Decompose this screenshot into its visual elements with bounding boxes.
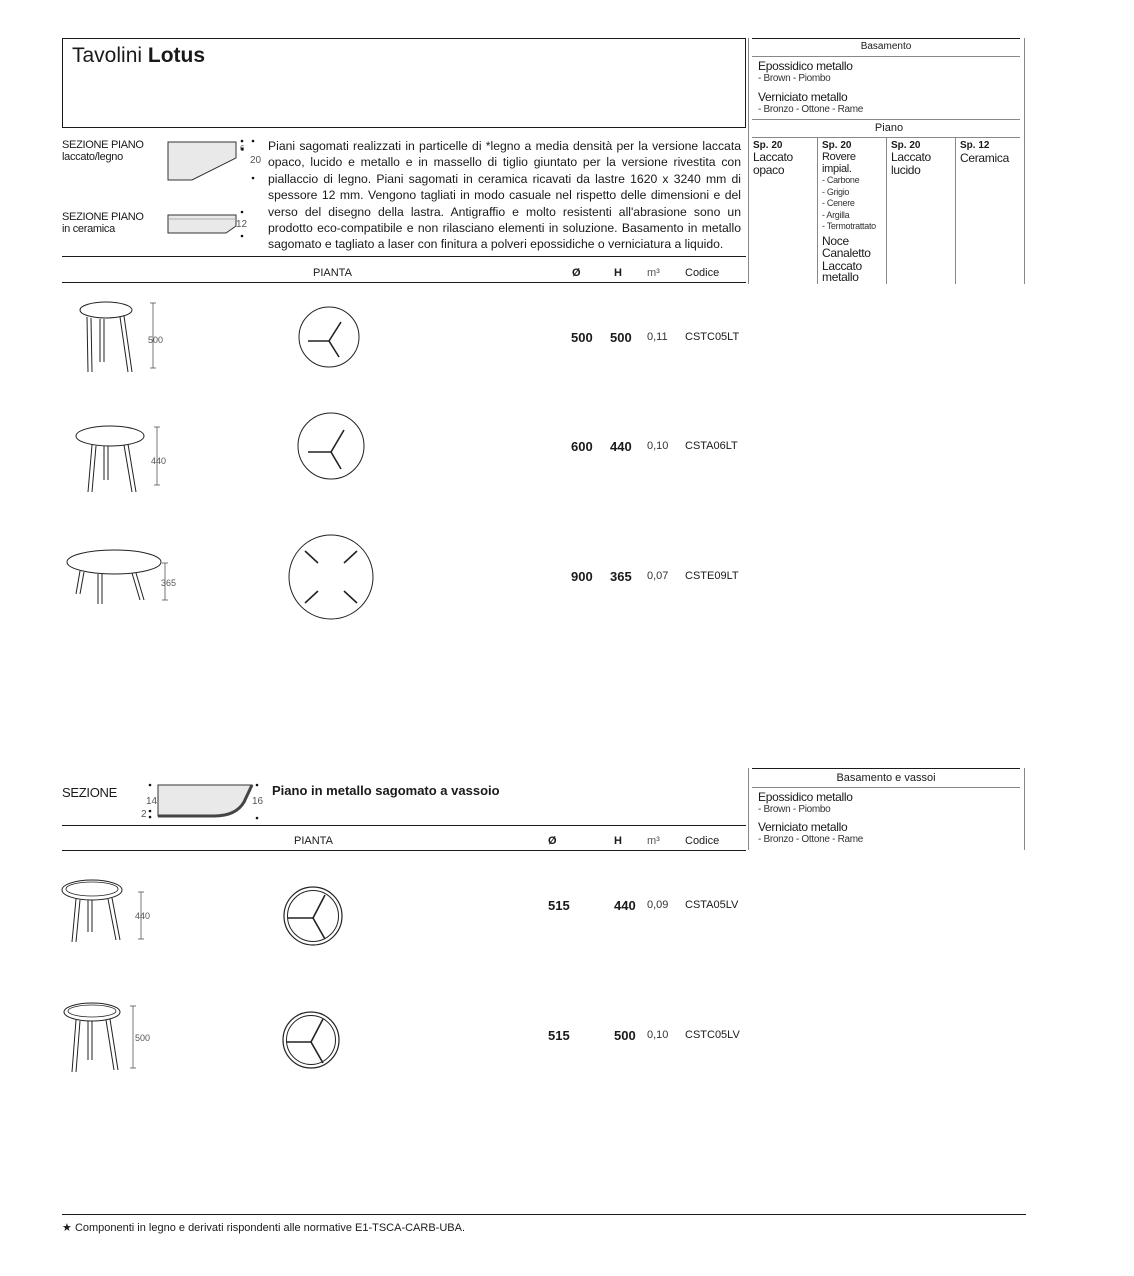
basamento-option-epossidico: Epossidico metallo - Brown - Piombo — [758, 59, 853, 84]
col-header-altezza: H — [614, 267, 622, 279]
piano-col-ceramica: Sp. 12 Ceramica — [960, 140, 1009, 165]
row-volume: 0,10 — [647, 1029, 669, 1041]
thickness-label-6: 6 — [240, 144, 245, 153]
row-codice: CSTA05LV — [685, 899, 739, 911]
row-codice: CSTC05LV — [685, 1029, 740, 1041]
row-diametro: 500 — [571, 330, 593, 345]
page-title — [72, 44, 205, 68]
finish-header-basamento: Basamento — [860, 41, 912, 52]
col-header-volume: m³ — [647, 267, 660, 279]
product-description: Piani sagomati realizzati in particelle di *legno a media densità per la versione laccata opaco, lucido e metallo e in massello di tiglio giuntato per la versione rivestita con piallaccio di legno. Piani sagomati in ceramica ricavati da lastre 1620 x 3240 mm di spessore 12 mm. Vengono tagliati in modo casuale nel rispetto delle dimensioni e del verso del disegno della lastra. Antigraffio e molto resistenti all'abrasione sono un prodotto eco-compatibile e non rilasciano elementi in soluzione. Basamento in metallo sagomato e tagliato a laser con finitura a polveri epossidiche o verniciatura a liquido. — [268, 139, 741, 252]
section2-heading: Piano in metallo sagomato a vassoio — [272, 783, 500, 798]
basamento-vassoi-option-verniciato: Verniciato metallo - Bronzo - Ottone - Rame — [758, 820, 864, 845]
row-altezza: 365 — [610, 569, 632, 584]
thickness-label-16: 16 — [252, 796, 264, 807]
height-dim-label: 440 — [151, 456, 167, 466]
title-product-name: Lotus — [147, 44, 206, 67]
basamento-vassoi-option-epossidico: Epossidico metallo - Brown - Piombo — [758, 790, 853, 815]
piano-col-rovere: Sp. 20 Rovere impial. - Carbone - Grigio - Cenere - Argilla - Termotrattato Noce Canaletto Laccato metallo — [822, 140, 876, 285]
col-header-volume: m³ — [647, 835, 660, 847]
row-altezza: 500 — [610, 330, 632, 345]
col-header-pianta: PIANTA — [313, 267, 352, 279]
star-icon: ★ — [62, 1222, 72, 1234]
height-dim-label: 500 — [135, 1033, 151, 1043]
height-dim-label: 500 — [148, 335, 164, 345]
col-header-altezza: H — [614, 835, 622, 847]
col-header-diametro: Ø — [572, 267, 581, 279]
title-prefix: Tavolini — [72, 44, 143, 67]
piano-col-laccato-opaco: Sp. 20 Laccato opaco — [753, 140, 793, 177]
thickness-label-20: 20 — [250, 155, 262, 166]
row-altezza: 500 — [614, 1028, 636, 1043]
section-label-laccato: SEZIONE PIANO laccato/legno — [62, 139, 144, 163]
col-header-codice: Codice — [685, 835, 720, 847]
row-volume: 0,09 — [647, 899, 669, 911]
section-label-ceramica: SEZIONE PIANO in ceramica — [62, 211, 144, 235]
height-dim-label: 365 — [161, 578, 177, 588]
row-volume: 0,11 — [647, 331, 668, 343]
basamento-option-verniciato: Verniciato metallo - Bronzo - Ottone - Rame — [758, 90, 864, 115]
col-header-codice: Codice — [685, 267, 720, 279]
piano-col-laccato-lucido: Sp. 20 Laccato lucido — [891, 140, 931, 177]
row-diametro: 900 — [571, 569, 593, 584]
row-altezza: 440 — [614, 898, 636, 913]
thickness-label-2: 2 — [141, 809, 147, 820]
table-plan-view — [298, 306, 360, 368]
row-codice: CSTC05LT — [685, 331, 740, 343]
table-plan-view — [288, 534, 374, 620]
finish-header-piano: Piano — [874, 122, 904, 134]
thickness-label-14: 14 — [146, 796, 158, 807]
tray-table-plan-view — [282, 885, 344, 947]
row-altezza: 440 — [610, 439, 632, 454]
col-header-pianta: PIANTA — [294, 835, 333, 847]
thickness-label-12: 12 — [236, 219, 248, 230]
section2-label: SEZIONE — [62, 785, 117, 800]
row-codice: CSTA06LT — [685, 440, 738, 452]
row-volume: 0,10 — [647, 440, 669, 452]
row-volume: 0,07 — [647, 570, 669, 582]
col-header-diametro: Ø — [548, 835, 557, 847]
table-plan-view — [297, 412, 365, 480]
row-codice: CSTE09LT — [685, 570, 739, 582]
finish-header-basamento-vassoi: Basamento e vassoi — [836, 772, 936, 784]
row-diametro: 600 — [571, 439, 593, 454]
footnote-text: Componenti in legno e derivati rispondenti alle normative E1-TSCA-CARB-UBA. — [74, 1222, 466, 1234]
row-diametro: 515 — [548, 898, 570, 913]
tray-table-plan-view — [282, 1010, 344, 1072]
row-diametro: 515 — [548, 1028, 570, 1043]
height-dim-label: 440 — [135, 911, 151, 921]
table-side-view — [78, 300, 158, 376]
footnote — [62, 1221, 465, 1234]
